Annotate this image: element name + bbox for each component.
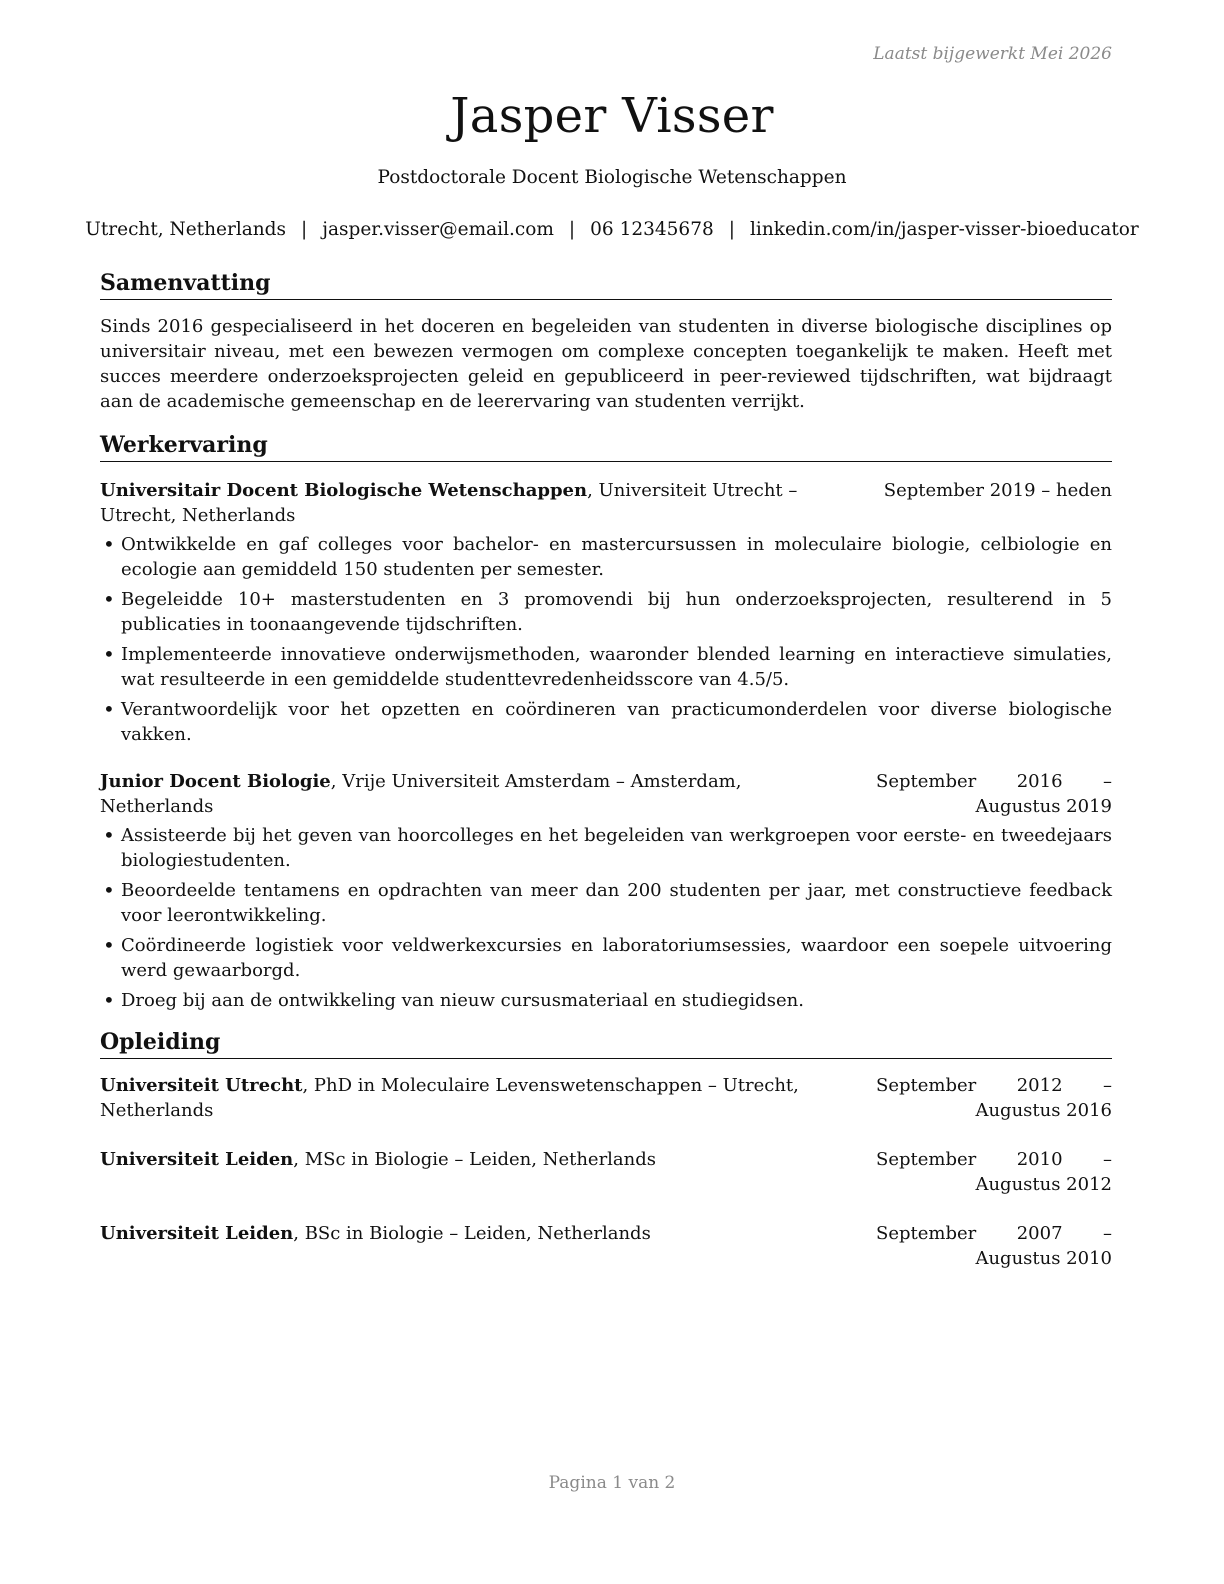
contact-separator: | (728, 219, 735, 240)
job-bullets (100, 823, 1112, 1013)
contact-phone: 06 12345678 (590, 219, 714, 240)
education-school: Universiteit Utrecht (100, 1075, 303, 1096)
list-item: • Implementeerde innovatieve onderwijsmethoden, waaronder blended learning en interactieve simulaties, wat resulteerde in een gemiddelde studenttevredenheidsscore van 4.5/5. (100, 642, 1112, 692)
list-item: • Beoordeelde tentamens en opdrachten van meer dan 200 studenten per jaar, met constructieve feedback voor leerontwikkeling. (100, 878, 1112, 928)
contact-line (0, 219, 1224, 240)
candidate-name: Jasper Visser (450, 88, 774, 144)
summary-text: Sinds 2016 gespecialiseerd in het doceren en begeleiden van studenten in diverse biologische disciplines op universitair niveau, met een bewezen vermogen om complexe concepten toegankelijk te maken. Heeft met succes meerdere onderzoeksprojecten geleid en gepubliceerd in peer-reviewed tijdschriften, wat bijdraagt aan de academische gemeenschap en de leerervaring van studenten verrijkt. (100, 316, 1112, 412)
job-header (100, 769, 1112, 819)
contact-location: Utrecht, Netherlands (85, 219, 287, 240)
list-item: • Begeleidde 10+ masterstudenten en 3 promovendi bij hun onderzoeksprojecten, resulterend in 5 publicaties in toonaangevende tijdschriften. (100, 587, 1112, 637)
contact-email[interactable]: jasper.visser@email.com (322, 219, 554, 240)
education-dates: September 2007 – Augustus 2010 (876, 1223, 1112, 1269)
contact-separator: | (568, 219, 576, 240)
list-item: • Verantwoordelijk voor het opzetten en coördineren van practicumonderdelen voor diverse biologische vakken. (100, 697, 1112, 747)
education-entry (100, 1221, 1112, 1271)
contact-separator: | (301, 219, 308, 240)
education-detail: , PhD in Moleculaire Levenswetenschappen – Utrecht, Netherlands (100, 1075, 799, 1121)
education-school: Universiteit Leiden (100, 1149, 294, 1170)
job-dates: September 2019 – heden (883, 480, 1112, 501)
job-role: Junior Docent Biologie (100, 771, 331, 792)
job-role: Universitair Docent Biologische Wetenschappen (100, 480, 588, 501)
education-detail: , MSc in Biologie – Leiden, Netherlands (293, 1149, 657, 1170)
job-header (100, 478, 1112, 528)
education-entry (100, 1147, 1112, 1197)
education-dates: September 2012 – Augustus 2016 (876, 1075, 1112, 1121)
list-item: • Coördineerde logistiek voor veldwerkexcursies en laboratoriumsessies, waardoor een soepele uitvoering werd gewaarborgd. (100, 933, 1112, 983)
list-item: • Ontwikkelde en gaf colleges voor bachelor- en mastercursussen in moleculaire biologie, celbiologie en ecologie aan gemiddeld 150 studenten per semester. (100, 532, 1112, 582)
resume-content (100, 268, 1112, 1271)
job-bullets (100, 532, 1112, 747)
section-title-summary: Samenvatting (100, 268, 1112, 300)
job-entry (100, 478, 1112, 747)
contact-linkedin[interactable]: linkedin.com/in/jasper-visser-bioeducator (749, 219, 1139, 240)
page-number: Pagina 1 van 2 (548, 1473, 676, 1493)
list-item: • Assisteerde bij het geven van hoorcolleges en het begeleiden van werkgroepen voor eerste- en tweedejaars biologiestudenten. (100, 823, 1112, 873)
section-title-experience: Werkervaring (100, 430, 1112, 462)
job-organization: , Vrije Universiteit Amsterdam – Amsterdam, Netherlands (100, 771, 742, 817)
last-updated: Laatst bijgewerkt Mei 2026 (873, 44, 1112, 64)
education-school: Universiteit Leiden (100, 1223, 294, 1244)
section-title-education: Opleiding (100, 1027, 1112, 1059)
job-entry (100, 769, 1112, 1013)
education-detail: , BSc in Biologie – Leiden, Netherlands (293, 1223, 651, 1244)
list-item: • Droeg bij aan de ontwikkeling van nieuw cursusmateriaal en studiegidsen. (100, 988, 1112, 1013)
education-entry (100, 1073, 1112, 1123)
job-dates: September 2016 – Augustus 2019 (876, 771, 1112, 817)
education-dates: September 2010 – Augustus 2012 (876, 1149, 1112, 1195)
job-organization: , Universiteit Utrecht – Utrecht, Netherlands (100, 480, 798, 526)
candidate-title: Postdoctorale Docent Biologische Wetenschappen (377, 167, 847, 188)
